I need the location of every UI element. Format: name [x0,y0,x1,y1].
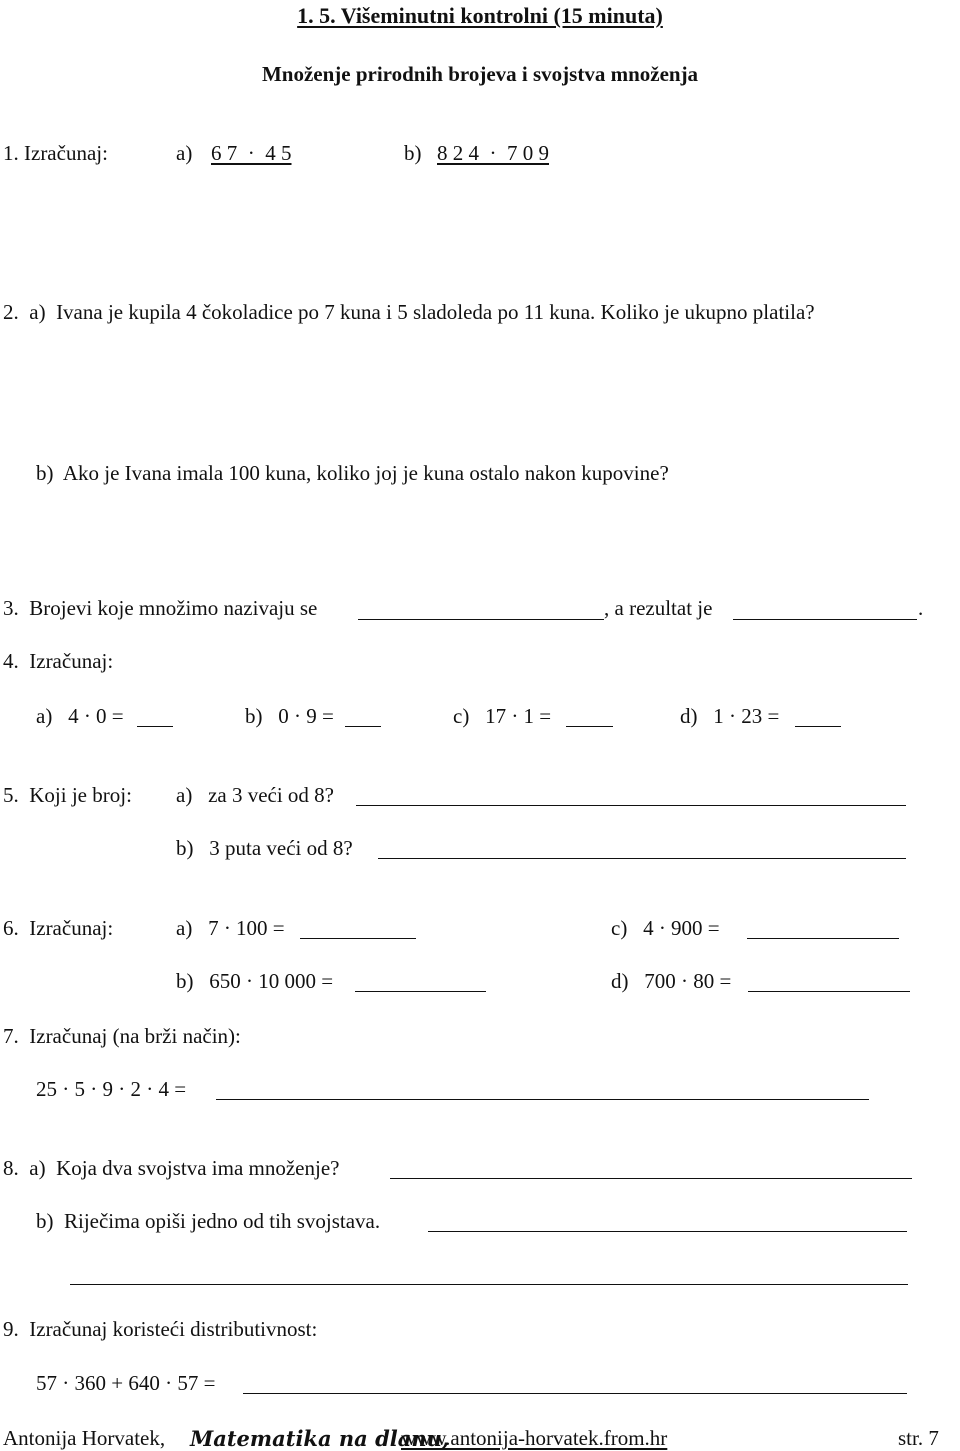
q4-a-answer-line[interactable] [137,726,173,727]
q9-label: 9. Izračunaj koristeći distributivnost: [3,1317,318,1341]
q4-b: b) 0 · 9 = [245,704,334,728]
q1-b-marker: b) [404,141,422,165]
q5-b: b) 3 puta veći od 8? [176,836,353,860]
q3-part2: , a rezultat je [604,596,713,620]
q4-b-answer-line[interactable] [345,726,381,727]
q1-b-expression: 8 2 4 · 7 0 9 [437,141,549,165]
q9-expression: 57 · 360 + 640 · 57 = [36,1371,216,1395]
q5-a: a) za 3 veći od 8? [176,783,335,807]
q6-a-answer-line[interactable] [300,938,416,939]
q8-b-answer-line-2[interactable] [70,1284,908,1285]
q7-label: 7. Izračunaj (na brži način): [3,1024,241,1048]
q6-b-answer-line[interactable] [355,991,486,992]
q5-b-answer-line[interactable] [378,858,906,859]
q8-b-answer-line[interactable] [428,1231,907,1232]
q4-c-answer-line[interactable] [566,726,613,727]
q4-d: d) 1 · 23 = [680,704,780,728]
q7-answer-line[interactable] [216,1099,869,1100]
page-subtitle: Množenje prirodnih brojeva i svojstva množenja [261,62,699,86]
q3-answer-line-1[interactable] [358,619,604,620]
q1-a-marker: a) [176,141,193,165]
q4-a: a) 4 · 0 = [36,704,124,728]
q6-d-answer-line[interactable] [748,991,910,992]
q2-a-text: 2. a) Ivana je kupila 4 čokoladice po 7 kuna i 5 sladoleda po 11 kuna. Koliko je ukupno platila? [3,300,815,324]
q2-b-text: b) Ako je Ivana imala 100 kuna, koliko joj je kuna ostalo nakon kupovine? [36,461,669,485]
q6-c: c) 4 · 900 = [611,916,720,940]
q1-label: 1. Izračunaj: [3,141,108,165]
q3-part1: 3. Brojevi koje množimo nazivaju se [3,596,318,620]
footer-brand: Matematika na dlanu, [190,1426,450,1451]
page-title: 1. 5. Višeminutni kontrolni (15 minuta) [297,3,663,28]
q9-answer-line[interactable] [243,1393,907,1394]
q6-a: a) 7 · 100 = [176,916,285,940]
footer-url-link[interactable]: www.antonija-horvatek.from.hr [401,1426,668,1450]
q6-c-answer-line[interactable] [747,938,899,939]
q8-b: b) Riječima opiši jedno od tih svojstava. [36,1209,381,1233]
footer-author: Antonija Horvatek, [3,1426,166,1450]
q4-label: 4. Izračunaj: [3,649,114,673]
q5-a-answer-line[interactable] [356,805,906,806]
q4-d-answer-line[interactable] [795,726,841,727]
footer-page-number: str. 7 [898,1426,939,1450]
q6-d: d) 700 · 80 = [611,969,732,993]
q8-a: 8. a) Koja dva svojstva ima množenje? [3,1156,340,1180]
q8-a-answer-line[interactable] [390,1178,912,1179]
q3-part3: . [918,596,924,620]
q6-b: b) 650 · 10 000 = [176,969,334,993]
q4-c: c) 17 · 1 = [453,704,552,728]
q1-a-expression: 6 7 · 4 5 [211,141,292,165]
q6-label: 6. Izračunaj: [3,916,114,940]
q5-label: 5. Koji je broj: [3,783,132,807]
q7-expression: 25 · 5 · 9 · 2 · 4 = [36,1077,187,1101]
q3-answer-line-2[interactable] [733,619,917,620]
